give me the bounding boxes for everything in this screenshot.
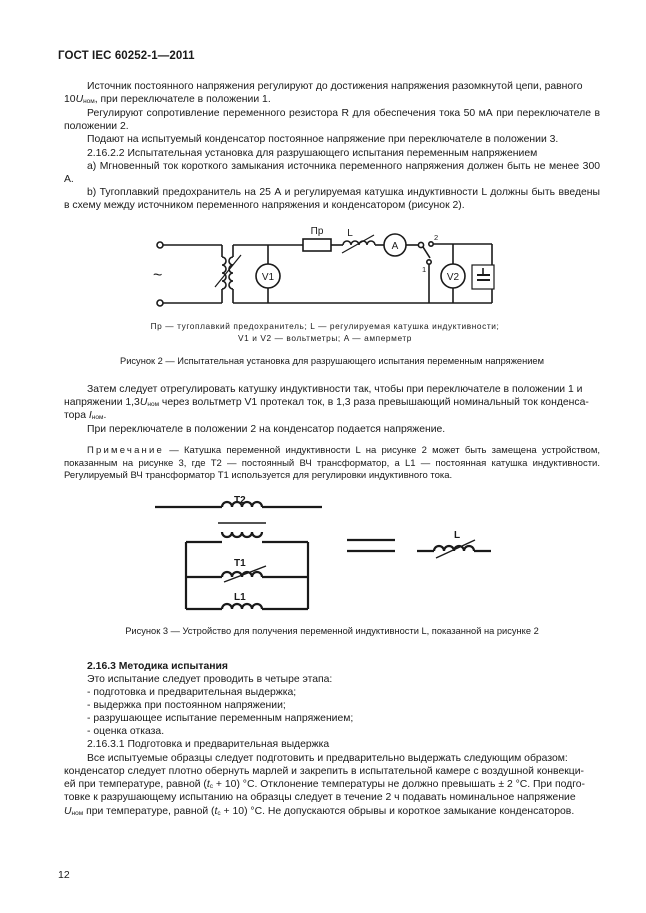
switch-blade: [423, 247, 430, 258]
figure3-device: [150, 490, 510, 615]
label-l1: L1: [234, 592, 246, 603]
label-fuse: Пр: [310, 226, 324, 237]
paragraph-dc-apply: Подают на испытуемый конденсатор постоянное напряжение при переключателе в положении 3.: [87, 134, 559, 145]
paragraph-dc-source-cont: [64, 93, 271, 108]
symbol-u: U: [75, 94, 84, 105]
ac-symbol: ~: [153, 267, 163, 284]
paragraph-adjust: Затем следует отрегулировать катушку индуктивности так, чтобы при переключателе в положении 1 и: [87, 384, 583, 395]
figure2-caption: Рисунок 2 — Испытательная установка для разрушающего испытания переменным напряжением: [120, 356, 544, 366]
label-inductor: L: [347, 228, 353, 239]
paragraph-preparation-2: конденсатор следует плотно обернуть марлей и закрепить в испытательной камере с воздушной конвекци-: [64, 766, 584, 777]
terminal-bottom: [157, 300, 163, 306]
figure2-legend-1: Пр — тугоплавкий предохранитель; L — регулируемая катушка индуктивности;: [150, 321, 500, 331]
label-t2: T2: [234, 495, 246, 506]
section-intro: Это испытание следует проводить в четыре этапа:: [87, 674, 333, 685]
paragraph-adjust-line3: [64, 409, 106, 424]
label-v2: V2: [446, 272, 460, 283]
subscript: ном: [147, 401, 160, 408]
label-t1: T1: [234, 558, 246, 569]
text: .: [103, 410, 107, 421]
page-header: ГОСТ IEC 60252-1—2011: [58, 50, 195, 62]
list-item: - выдержка при постоянном напряжении;: [87, 700, 286, 711]
subscript: ном: [71, 810, 84, 817]
paragraph-subsection: 2.16.2.2 Испытательная установка для разрушающего испытания переменным напряжением: [87, 148, 538, 159]
subscript: c: [209, 783, 214, 790]
paragraph-preparation-4: товке к разрушающему испытанию на образцы следует в течение 2 ч подавать номинальное напряжение: [64, 792, 576, 803]
text: 10: [64, 94, 76, 105]
label-pos1: 1: [422, 265, 427, 274]
figure2-circuit: [140, 222, 510, 322]
note-text: — Катушка переменной индуктивности L на рисунке 2 может быть замещена устройством, показанным на рисунке 3, где T2 — постоянный ВЧ трансформатор, а L1 — постоянная катушка индуктивности. Регулируемый ВЧ трансформатор T1 используется для регулировки индуктивного тока.: [64, 445, 600, 481]
transformer-t2-secondary: [222, 532, 262, 537]
text: + 10) °С. Не допускаются обрывы и короткое замыкание конденсаторов.: [220, 806, 575, 817]
paragraph-item-a: а) Мгновенный ток короткого замыкания источника переменного напряжения должен быть не менее 300 А.: [64, 161, 600, 185]
paragraph-resistor: Регулируют сопротивление переменного резистора R для обеспечения тока 50 мА при переключателе в положении 2.: [64, 108, 600, 132]
fuse: [303, 239, 331, 251]
symbol-u: U: [139, 397, 148, 408]
list-item: - разрушающее испытание переменным напряжением;: [87, 713, 354, 724]
paragraph-preparation-1: Все испытуемые образцы следует подготовить и предварительно выдержать следующим образом:: [87, 753, 568, 764]
subsection-heading: 2.16.3.1 Подготовка и предварительная выдержка: [87, 739, 330, 750]
list-item: - подготовка и предварительная выдержка;: [87, 687, 297, 698]
text: через вольтметр V1 протекал ток, в 1,3 раза превышающий номинальный ток конденса-: [159, 397, 589, 408]
transformer-primary: [222, 257, 226, 289]
subscript: c: [217, 810, 221, 817]
text: напряжении 1,3: [64, 397, 140, 408]
list-item: - оценка отказа.: [87, 726, 165, 737]
variable-arrow: [215, 255, 241, 287]
subscript: ном: [83, 98, 95, 105]
label-v1: V1: [261, 272, 275, 283]
transformer-secondary: [229, 257, 233, 289]
note-label: Примечание: [87, 445, 164, 456]
text: Источник постоянного напряжения регулируют до достижения напряжения разомкнутой цепи, равного: [87, 81, 583, 92]
text: при температуре, равной (: [83, 806, 215, 817]
paragraph-note: [64, 445, 600, 483]
inductor-l1: [222, 604, 262, 609]
text: тора: [64, 410, 89, 421]
paragraph-dc-source: [64, 80, 600, 93]
subscript: ном: [91, 414, 104, 421]
figure2-legend-2: V1 и V2 — вольтметры; A — амперметр: [237, 333, 413, 343]
symbol-i: I: [88, 410, 92, 421]
text: , при переключателе в положении 1.: [94, 94, 271, 105]
label-pos2: 2: [434, 233, 439, 242]
figure3-caption: Рисунок 3 — Устройство для получения переменной индуктивности L, показанной на рисунке 2: [125, 626, 539, 636]
page-number: 12: [58, 869, 70, 881]
paragraph-switch-2: При переключателе в положении 2 на конденсатор подается напряжение.: [87, 424, 446, 435]
paragraph-adjust-line2: [64, 396, 589, 411]
label-ammeter: A: [391, 241, 399, 252]
text: ей при температуре, равной (: [64, 779, 207, 790]
symbol-t: t: [206, 779, 210, 790]
paragraph-item-b: b) Тугоплавкий предохранитель на 25 А и регулируемая катушка индуктивности L должны быть введены в схему между источником переменного напряжения и конденсатором (рисунок 2).: [64, 187, 600, 211]
label-l: L: [454, 530, 461, 541]
symbol-u: U: [64, 806, 72, 817]
paragraph-preparation-5: [64, 805, 574, 820]
switch-pivot: [418, 242, 423, 247]
terminal-top: [157, 242, 163, 248]
text: + 10) °С. Отклонение температуры не должно превышать ± 2 °С. При подго-: [213, 779, 586, 790]
symbol-t: t: [214, 806, 218, 817]
section-heading: 2.16.3 Методика испытания: [87, 661, 228, 672]
